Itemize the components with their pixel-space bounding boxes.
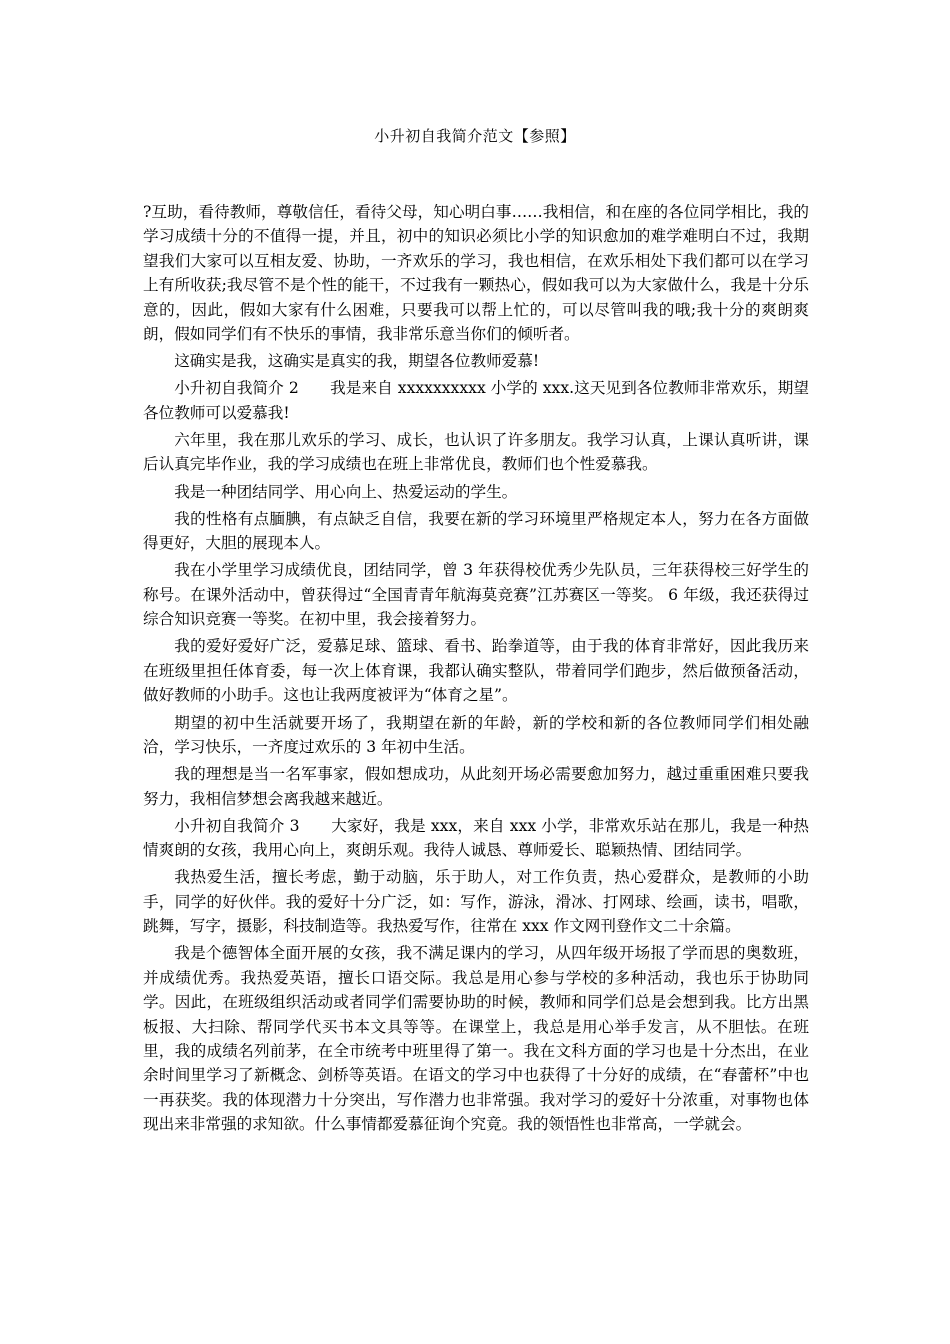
paragraph: 小升初自我简介 2 我是来自 xxxxxxxxxx 小学的 xxx.这天见到各位教师非常欢乐，期望各位教师可以爱慕我! (143, 379, 809, 422)
paragraph: 我的理想是当一名军事家，假如想成功，从此刻开场必需要愈加努力，越过重重困难只要我努力，我相信梦想会离我越来越近。 (143, 765, 809, 808)
document-body (143, 200, 809, 1139)
paragraph: 我是个德智体全面开展的女孩，我不满足课内的学习，从四年级开场报了学而思的奥数班，并成绩优秀。我热爱英语，擅长口语交际。我总是用心参与学校的多种活动，我也乐于协助同学。因此，在班级组织活动或者同学们需要协助的时候，教师和同学们总是会想到我。比方出黑板报、大扫除、帮同学代买书本文具等等。在课堂上，我总是用心举手发言，从不胆怯。在班里，我的成绩名列前茅，在全市统考中班里得了第一。我在文科方面的学习也是十分杰出，在业余时间里学习了新概念、剑桥等英语。在语文的学习中也获得了十分好的成绩，在“春蕾杯”中也一再获奖。我的体现潜力十分突出，写作潜力也非常强。我对学习的爱好十分浓重，对事物也体现出来非常强的求知欲。什么事情都爱慕征询个究竟。我的领悟性也非常高，一学就会。 (143, 944, 809, 1134)
paragraph: 我的性格有点腼腆，有点缺乏自信，我要在新的学习环境里严格规定本人，努力在各方面做得更好，大胆的展现本人。 (143, 509, 809, 553)
paragraph: 这确实是我，这确实是真实的我，期望各位教师爱慕! (174, 352, 540, 371)
paragraph: ?互助，看待教师，尊敬信任，看待父母，知心明白事……我相信，和在座的各位同学相比，我的学习成绩十分的不值得一提，并且，初中的知识必须比小学的知识愈加的难学难明白不过，我期望我们大家可以互相友爱、协助，一齐欢乐的学习，我也相信，在欢乐相处下我们都可以在学习上有所收获;我尽管不是个性的能干，不过我有一颗热心，假如我可以为大家做什么，我是十分乐意的，因此，假如大家有什么困难，只要我可以帮上忙的，可以尽管叫我的哦;我十分的爽朗爽朗，假如同学们有不快乐的事情，我非常乐意当你们的倾听者。 (143, 203, 809, 344)
paragraph: 我在小学里学习成绩优良，团结同学，曾 3 年获得校优秀少先队员，三年获得校三好学生的称号。在课外活动中，曾获得过“全国青青年航海莫竞赛”江苏赛区一等奖。 6 年级，我还获得过综合知识竞赛一等奖。在初中里，我会接着努力。 (143, 561, 809, 629)
paragraph: 我热爱生活，擅长考虑，勤于动脑，乐于助人，对工作负责，热心爱群众，是教师的小助手，同学的好伙伴。我的爱好十分广泛，如：写作，游泳，滑冰、打网球、绘画，读书，唱歌，跳舞，写字，摄影，科技制造等。我热爱写作，往常在 xxx 作文网刊登作文二十余篇。 (143, 868, 809, 936)
paragraph: 我是一种团结同学、用心向上、热爱运动的学生。 (174, 482, 518, 501)
paragraph: 我的爱好爱好广泛，爱慕足球、篮球、看书、跆拳道等，由于我的体育非常好，因此我历来在班级里担任体育委，每一次上体育课，我都认确实整队，带着同学们跑步，然后做预备活动，做好教师的小助手。这也让我两度被评为“体育之星”。 (143, 637, 809, 705)
paragraph: 六年里，我在那儿欢乐的学习、成长，也认识了许多朋友。我学习认真，上课认真听讲，课后认真完毕作业，我的学习成绩也在班上非常优良，教师们也个性爱慕我。 (143, 431, 809, 474)
document-title: 小升初自我简介范文【参照】 (374, 127, 576, 145)
paragraph: 小升初自我简介 3 大家好，我是 xxx，来自 xxx 小学，非常欢乐站在那儿，我是一种热情爽朗的女孩，我用心向上，爽朗乐观。我待人诚恳、尊师爱长、聪颖热情、团结同学。 (143, 816, 809, 860)
paragraph: 期望的初中生活就要开场了，我期望在新的年龄，新的学校和新的各位教师同学们相处融洽，学习快乐，一齐度过欢乐的 3 年初中生活。 (143, 713, 809, 756)
